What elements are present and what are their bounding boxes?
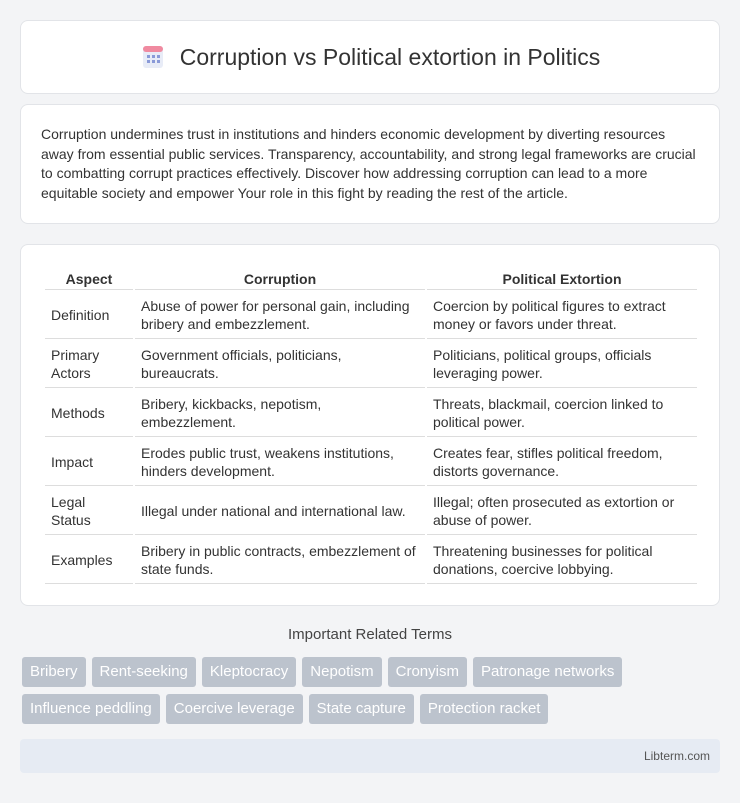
table-header-row <box>45 267 697 290</box>
intro-card <box>20 104 720 224</box>
table-cell: Threats, blackmail, coercion linked to political power. <box>427 390 697 437</box>
tag-state-capture[interactable]: State capture <box>309 694 414 724</box>
document-icon <box>140 44 166 70</box>
page-title: Corruption vs Political extortion in Politics <box>179 43 601 70</box>
table-cell: Illegal under national and international law. <box>135 488 425 535</box>
tag-rent-seeking[interactable]: Rent-seeking <box>92 657 196 687</box>
tag-bribery[interactable]: Bribery <box>22 657 86 687</box>
table-cell: Examples <box>45 537 133 584</box>
table-cell: Coercion by political figures to extract money or favors under threat. <box>427 292 697 339</box>
table-row <box>45 292 697 339</box>
tag-coercive-leverage[interactable]: Coercive leverage <box>166 694 303 724</box>
intro-text: Corruption undermines trust in institutions and hinders economic development by diverting resources away from essential public services. Transparency, accountability, and strong legal frameworks are crucial to combatting corrupt practices effectively. Discover how addressing corruption can lead to a more equitable society and empower Your role in this fight by reading the rest of the article. <box>41 126 696 201</box>
table-cell: Politicians, political groups, officials leveraging power. <box>427 341 697 388</box>
table-row <box>45 439 697 486</box>
tag-protection-racket[interactable]: Protection racket <box>420 694 549 724</box>
table-cell: Methods <box>45 390 133 437</box>
tag-nepotism[interactable]: Nepotism <box>302 657 381 687</box>
footer-site-link[interactable]: Libterm.com <box>643 749 710 763</box>
table-row <box>45 488 697 535</box>
table-cell: Threatening businesses for political donations, coercive lobbying. <box>427 537 697 584</box>
header-aspect: Aspect <box>45 267 133 290</box>
footer <box>20 739 720 773</box>
table-cell: Creates fear, stifles political freedom, distorts governance. <box>427 439 697 486</box>
table-cell: Illegal; often prosecuted as extortion or abuse of power. <box>427 488 697 535</box>
header-political-extortion: Political Extortion <box>427 267 697 290</box>
table-cell: Legal Status <box>45 488 133 535</box>
table-cell: Definition <box>45 292 133 339</box>
table-row <box>45 537 697 584</box>
comparison-table-card <box>20 244 720 606</box>
related-terms-list <box>22 657 722 724</box>
comparison-table <box>43 265 699 586</box>
table-row <box>45 390 697 437</box>
table-cell: Abuse of power for personal gain, including bribery and embezzlement. <box>135 292 425 339</box>
header-card <box>20 20 720 94</box>
tag-cronyism[interactable]: Cronyism <box>388 657 467 687</box>
table-row <box>45 341 697 388</box>
table-cell: Erodes public trust, weakens institutions, hinders development. <box>135 439 425 486</box>
table-cell: Bribery, kickbacks, nepotism, embezzlement. <box>135 390 425 437</box>
related-terms-title: Important Related Terms <box>288 626 452 643</box>
tag-influence-peddling[interactable]: Influence peddling <box>22 694 160 724</box>
header-corruption: Corruption <box>135 267 425 290</box>
tag-kleptocracy[interactable]: Kleptocracy <box>202 657 296 687</box>
tag-patronage-networks[interactable]: Patronage networks <box>473 657 622 687</box>
table-cell: Primary Actors <box>45 341 133 388</box>
table-cell: Government officials, politicians, bureaucrats. <box>135 341 425 388</box>
table-cell: Impact <box>45 439 133 486</box>
table-cell: Bribery in public contracts, embezzlement of state funds. <box>135 537 425 584</box>
